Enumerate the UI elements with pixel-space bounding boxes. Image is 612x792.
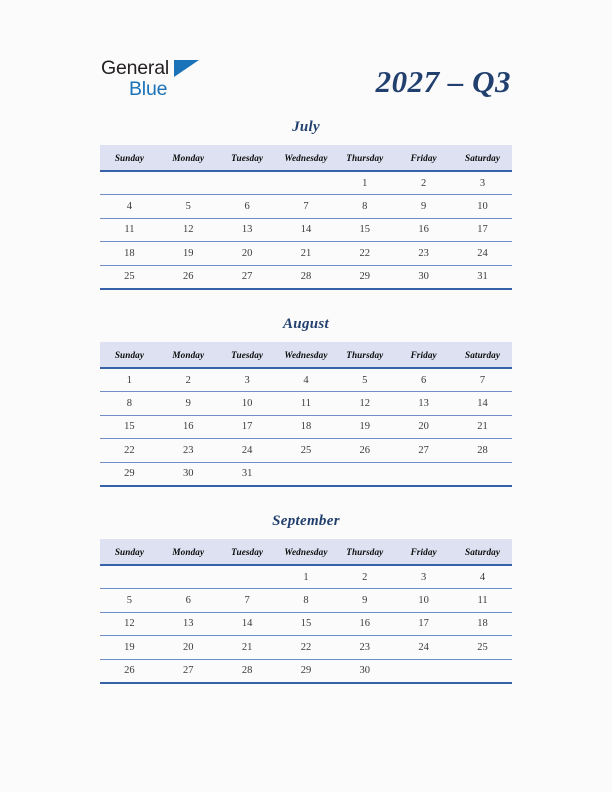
week-row bbox=[100, 659, 512, 683]
weekday-header-saturday: Saturday bbox=[453, 145, 512, 171]
day-cell[interactable] bbox=[100, 171, 159, 195]
general-blue-logo[interactable] bbox=[101, 58, 201, 104]
day-cell[interactable]: 6 bbox=[218, 195, 277, 218]
month-title: July bbox=[292, 119, 320, 135]
day-cell[interactable]: 30 bbox=[394, 265, 453, 289]
day-cell[interactable]: 15 bbox=[277, 612, 336, 635]
weekday-header-friday: Friday bbox=[394, 145, 453, 171]
weekday-header-wednesday: Wednesday bbox=[277, 342, 336, 368]
day-cell[interactable]: 4 bbox=[453, 565, 512, 589]
weekday-header-wednesday: Wednesday bbox=[277, 145, 336, 171]
day-cell[interactable]: 24 bbox=[394, 636, 453, 659]
day-cell[interactable]: 1 bbox=[335, 171, 394, 195]
day-cell[interactable]: 12 bbox=[335, 392, 394, 415]
day-cell[interactable]: 12 bbox=[100, 612, 159, 635]
day-cell[interactable]: 8 bbox=[100, 392, 159, 415]
month-title: August bbox=[283, 316, 329, 332]
day-cell[interactable]: 4 bbox=[277, 368, 336, 392]
day-cell[interactable]: 26 bbox=[159, 265, 218, 289]
day-cell[interactable] bbox=[100, 565, 159, 589]
weekday-header-tuesday: Tuesday bbox=[218, 342, 277, 368]
day-cell[interactable]: 6 bbox=[394, 368, 453, 392]
day-cell[interactable] bbox=[159, 171, 218, 195]
week-row bbox=[100, 265, 512, 289]
day-cell[interactable]: 12 bbox=[159, 218, 218, 241]
day-cell[interactable]: 11 bbox=[100, 218, 159, 241]
day-cell[interactable]: 26 bbox=[100, 659, 159, 683]
calendar-table-august bbox=[100, 342, 512, 487]
day-cell[interactable]: 17 bbox=[394, 612, 453, 635]
day-cell[interactable]: 2 bbox=[159, 368, 218, 392]
day-cell[interactable] bbox=[335, 462, 394, 486]
day-cell[interactable]: 21 bbox=[453, 415, 512, 438]
weekday-header-friday: Friday bbox=[394, 539, 453, 565]
day-cell[interactable]: 9 bbox=[394, 195, 453, 218]
day-cell[interactable]: 31 bbox=[218, 462, 277, 486]
day-cell[interactable]: 8 bbox=[335, 195, 394, 218]
day-cell[interactable]: 7 bbox=[277, 195, 336, 218]
week-row bbox=[100, 392, 512, 415]
weekday-header-tuesday: Tuesday bbox=[218, 539, 277, 565]
day-cell[interactable]: 20 bbox=[159, 636, 218, 659]
day-cell[interactable]: 29 bbox=[277, 659, 336, 683]
day-cell[interactable] bbox=[453, 659, 512, 683]
calendar-table-september bbox=[100, 539, 512, 684]
day-cell[interactable]: 2 bbox=[335, 565, 394, 589]
day-cell[interactable]: 13 bbox=[394, 392, 453, 415]
weekday-header-thursday: Thursday bbox=[335, 145, 394, 171]
week-row bbox=[100, 612, 512, 635]
day-cell[interactable]: 23 bbox=[394, 242, 453, 265]
month-block-september bbox=[100, 514, 512, 684]
weekday-header-thursday: Thursday bbox=[335, 539, 394, 565]
weekday-header-friday: Friday bbox=[394, 342, 453, 368]
day-cell[interactable]: 30 bbox=[159, 462, 218, 486]
weekday-header-monday: Monday bbox=[159, 539, 218, 565]
day-cell[interactable]: 28 bbox=[218, 659, 277, 683]
day-cell[interactable]: 21 bbox=[218, 636, 277, 659]
day-cell[interactable]: 23 bbox=[335, 636, 394, 659]
day-cell[interactable]: 25 bbox=[100, 265, 159, 289]
week-row bbox=[100, 462, 512, 486]
day-cell[interactable] bbox=[277, 462, 336, 486]
day-cell[interactable]: 25 bbox=[453, 636, 512, 659]
weekday-header-sunday: Sunday bbox=[100, 539, 159, 565]
day-cell[interactable]: 10 bbox=[218, 392, 277, 415]
day-cell[interactable]: 7 bbox=[218, 589, 277, 612]
week-row bbox=[100, 242, 512, 265]
day-cell[interactable]: 14 bbox=[277, 218, 336, 241]
day-cell[interactable]: 16 bbox=[394, 218, 453, 241]
day-cell[interactable]: 11 bbox=[277, 392, 336, 415]
day-cell[interactable]: 18 bbox=[277, 415, 336, 438]
day-cell[interactable]: 22 bbox=[277, 636, 336, 659]
day-cell[interactable]: 26 bbox=[335, 439, 394, 462]
day-cell[interactable]: 5 bbox=[100, 589, 159, 612]
day-cell[interactable] bbox=[218, 565, 277, 589]
day-cell[interactable]: 3 bbox=[218, 368, 277, 392]
week-row bbox=[100, 218, 512, 241]
weekday-header-tuesday: Tuesday bbox=[218, 145, 277, 171]
weekday-header-row bbox=[100, 145, 512, 171]
day-cell[interactable]: 21 bbox=[277, 242, 336, 265]
calendar-body bbox=[100, 565, 512, 683]
day-cell[interactable]: 7 bbox=[453, 368, 512, 392]
day-cell[interactable]: 22 bbox=[335, 242, 394, 265]
day-cell[interactable] bbox=[277, 171, 336, 195]
day-cell[interactable]: 20 bbox=[218, 242, 277, 265]
weekday-header-wednesday: Wednesday bbox=[277, 539, 336, 565]
day-cell[interactable]: 29 bbox=[335, 265, 394, 289]
day-cell[interactable]: 3 bbox=[453, 171, 512, 195]
day-cell[interactable]: 16 bbox=[159, 415, 218, 438]
day-cell[interactable] bbox=[159, 565, 218, 589]
calendar-table-july bbox=[100, 145, 512, 290]
weekday-header-thursday: Thursday bbox=[335, 342, 394, 368]
day-cell[interactable]: 19 bbox=[159, 242, 218, 265]
day-cell[interactable]: 22 bbox=[100, 439, 159, 462]
day-cell[interactable]: 28 bbox=[277, 265, 336, 289]
week-row bbox=[100, 195, 512, 218]
day-cell[interactable] bbox=[394, 659, 453, 683]
day-cell[interactable]: 29 bbox=[100, 462, 159, 486]
day-cell[interactable]: 9 bbox=[159, 392, 218, 415]
day-cell[interactable]: 20 bbox=[394, 415, 453, 438]
day-cell[interactable]: 18 bbox=[453, 612, 512, 635]
day-cell[interactable]: 19 bbox=[100, 636, 159, 659]
day-cell[interactable]: 11 bbox=[453, 589, 512, 612]
weekday-header-saturday: Saturday bbox=[453, 342, 512, 368]
calendar-body bbox=[100, 368, 512, 486]
week-row bbox=[100, 636, 512, 659]
day-cell[interactable]: 3 bbox=[394, 565, 453, 589]
day-cell[interactable] bbox=[218, 171, 277, 195]
page-title: 2027 – Q3 bbox=[375, 63, 511, 99]
day-cell[interactable]: 5 bbox=[159, 195, 218, 218]
day-cell[interactable]: 30 bbox=[335, 659, 394, 683]
day-cell[interactable]: 17 bbox=[453, 218, 512, 241]
day-cell[interactable]: 14 bbox=[453, 392, 512, 415]
day-cell[interactable]: 18 bbox=[100, 242, 159, 265]
day-cell[interactable]: 10 bbox=[453, 195, 512, 218]
day-cell[interactable]: 27 bbox=[394, 439, 453, 462]
day-cell[interactable]: 24 bbox=[453, 242, 512, 265]
day-cell[interactable]: 2 bbox=[394, 171, 453, 195]
logo-text-general: General bbox=[101, 57, 169, 79]
day-cell[interactable]: 10 bbox=[394, 589, 453, 612]
day-cell[interactable]: 16 bbox=[335, 612, 394, 635]
weekday-header-sunday: Sunday bbox=[100, 145, 159, 171]
week-row bbox=[100, 171, 512, 195]
day-cell[interactable]: 28 bbox=[453, 439, 512, 462]
month-title: September bbox=[272, 513, 340, 529]
weekday-header-saturday: Saturday bbox=[453, 539, 512, 565]
day-cell[interactable]: 4 bbox=[100, 195, 159, 218]
day-cell[interactable]: 14 bbox=[218, 612, 277, 635]
month-block-july bbox=[100, 120, 512, 290]
week-row bbox=[100, 589, 512, 612]
calendar-body bbox=[100, 171, 512, 289]
day-cell[interactable]: 1 bbox=[100, 368, 159, 392]
day-cell[interactable]: 9 bbox=[335, 589, 394, 612]
week-row bbox=[100, 565, 512, 589]
weekday-header-sunday: Sunday bbox=[100, 342, 159, 368]
day-cell[interactable]: 13 bbox=[218, 218, 277, 241]
week-row bbox=[100, 368, 512, 392]
weekday-header-row bbox=[100, 539, 512, 565]
day-cell[interactable]: 17 bbox=[218, 415, 277, 438]
day-cell[interactable]: 15 bbox=[335, 218, 394, 241]
day-cell[interactable]: 5 bbox=[335, 368, 394, 392]
weekday-header-row bbox=[100, 342, 512, 368]
day-cell[interactable]: 23 bbox=[159, 439, 218, 462]
day-cell[interactable]: 1 bbox=[277, 565, 336, 589]
page-header bbox=[0, 52, 612, 110]
day-cell[interactable]: 15 bbox=[100, 415, 159, 438]
day-cell[interactable] bbox=[453, 462, 512, 486]
week-row bbox=[100, 439, 512, 462]
logo-triangle-icon bbox=[174, 60, 199, 77]
day-cell[interactable]: 19 bbox=[335, 415, 394, 438]
day-cell[interactable] bbox=[394, 462, 453, 486]
day-cell[interactable]: 6 bbox=[159, 589, 218, 612]
day-cell[interactable]: 25 bbox=[277, 439, 336, 462]
month-block-august bbox=[100, 317, 512, 487]
day-cell[interactable]: 13 bbox=[159, 612, 218, 635]
day-cell[interactable]: 27 bbox=[218, 265, 277, 289]
weekday-header-monday: Monday bbox=[159, 145, 218, 171]
day-cell[interactable]: 24 bbox=[218, 439, 277, 462]
day-cell[interactable]: 8 bbox=[277, 589, 336, 612]
logo-text-blue: Blue bbox=[129, 78, 168, 100]
day-cell[interactable]: 27 bbox=[159, 659, 218, 683]
day-cell[interactable]: 31 bbox=[453, 265, 512, 289]
weekday-header-monday: Monday bbox=[159, 342, 218, 368]
week-row bbox=[100, 415, 512, 438]
